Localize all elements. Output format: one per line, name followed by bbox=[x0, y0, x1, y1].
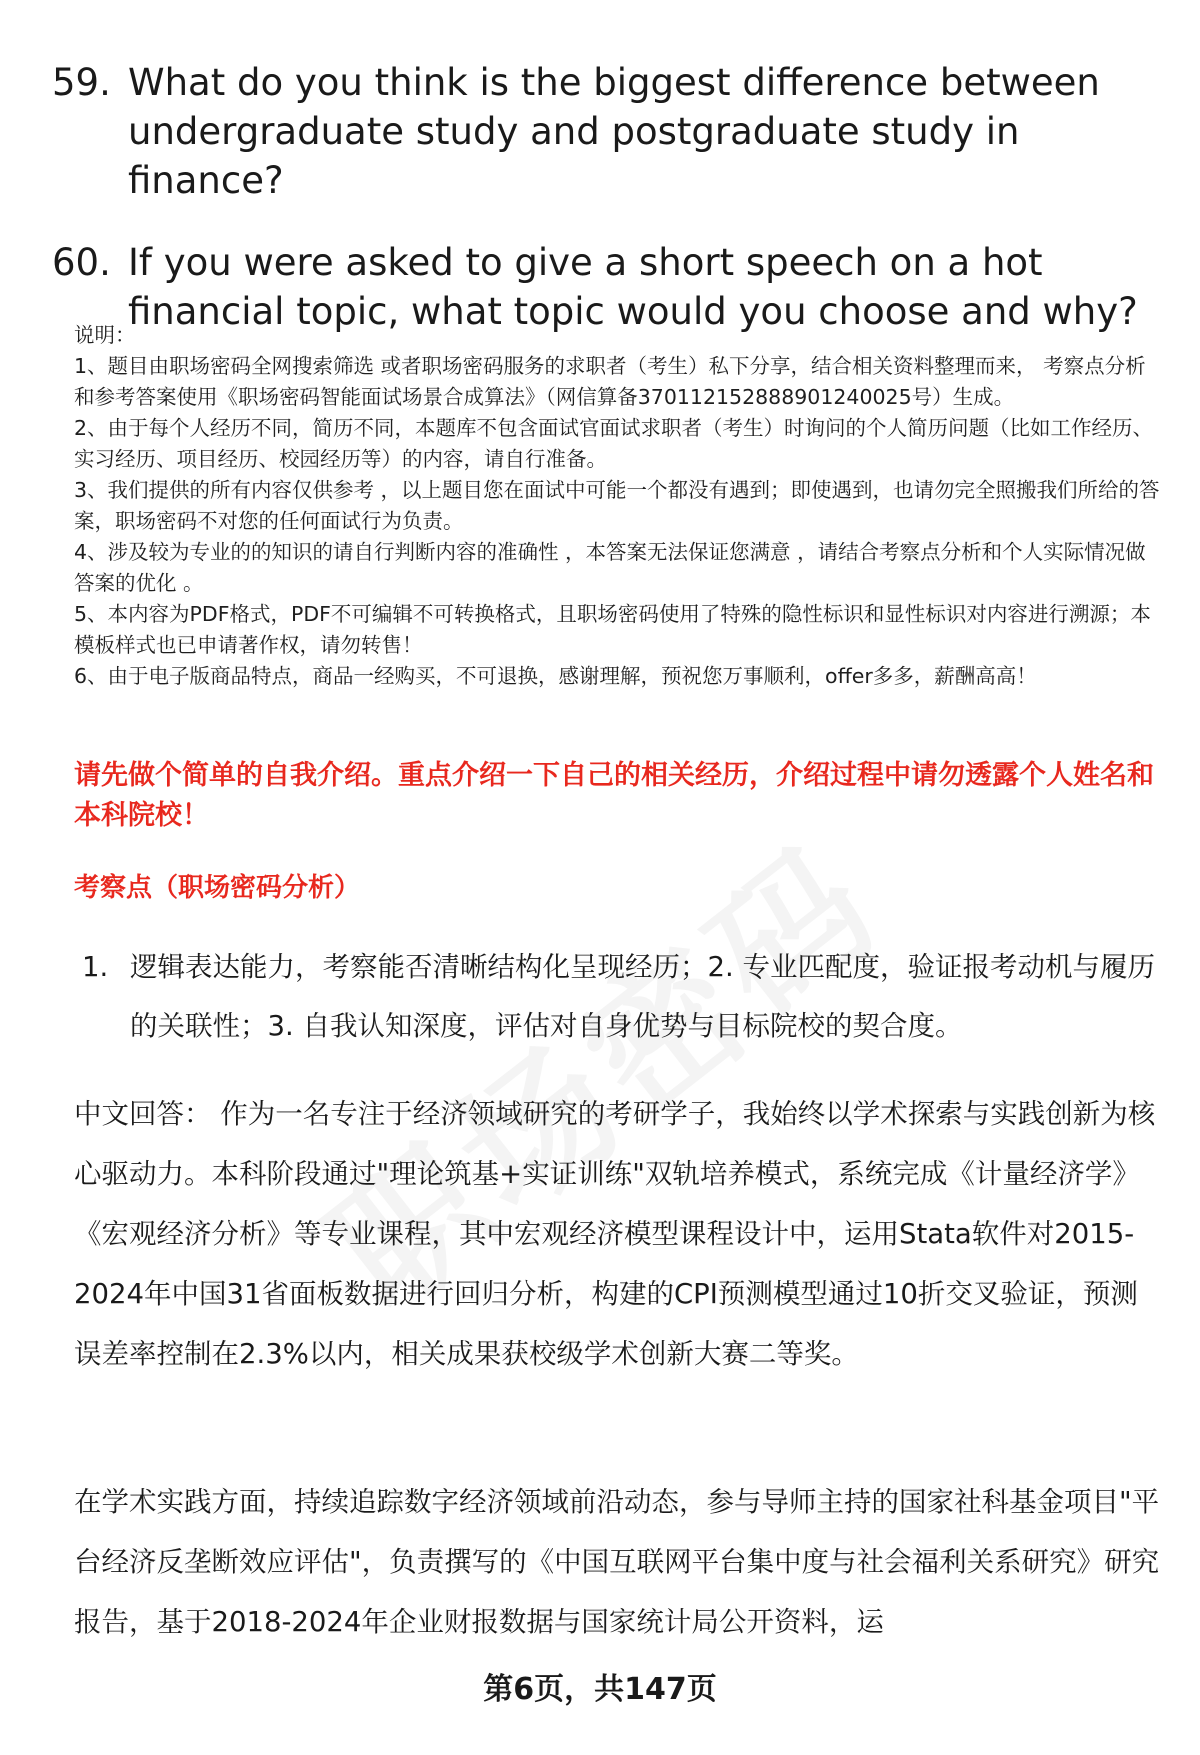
note-item: 5、本内容为PDF格式，PDF不可编辑不可转换格式，且职场密码使用了特殊的隐性标识和显性标识对内容进行溯源；本模板样式也已申请著作权，请勿转售！ bbox=[74, 602, 1151, 657]
question-text: If you were asked to give a short speech on a hot financial topic, what topic would you choose and why? bbox=[128, 241, 1138, 333]
note-item: 3、我们提供的所有内容仅供参考 ，以上题目您在面试中可能一个都没有遇到；即使遇到，也请勿完全照搬我们所给的答案，职场密码不对您的任何面试行为负责。 bbox=[74, 478, 1160, 533]
question-item bbox=[52, 58, 1162, 205]
page-footer: 第6页，共147页 bbox=[483, 1672, 717, 1707]
question-text: What do you think is the biggest difference between undergraduate study and postgraduate study in finance? bbox=[128, 61, 1100, 202]
analysis-heading: 考察点（职场密码分析） bbox=[74, 873, 361, 903]
answer-paragraph-2: 在学术实践方面，持续追踪数字经济领域前沿动态，参与导师主持的国家社科基金项目"平台经济反垄断效应评估"，负责撰写的《中国互联网平台集中度与社会福利关系研究》研究报告，基于2018-2024年企业财报数据与国家统计局公开资料，运 bbox=[74, 1486, 1160, 1638]
note-item: 1、题目由职场密码全网搜索筛选 或者职场密码服务的求职者（考生）私下分享，结合相关资料整理而来， 考察点分析和参考答案使用《职场密码智能面试场景合成算法》（网信算备370112152888901240025号）生成。 bbox=[74, 354, 1146, 409]
analysis-text: 逻辑表达能力，考察能否清晰结构化呈现经历；2. 专业匹配度，验证报考动机与履历的关联性；3. 自我认知深度，评估对自身优势与目标院校的契合度。 bbox=[130, 951, 1155, 1042]
note-item: 6、由于电子版商品特点，商品一经购买，不可退换，感谢理解，预祝您万事顺利，offer多多，薪酬高高！ bbox=[74, 664, 1037, 688]
analysis-number: 1. bbox=[82, 951, 109, 983]
notes-section bbox=[74, 320, 1164, 692]
notes-title: 说明： bbox=[74, 323, 136, 347]
interview-question: 请先做个简单的自我介绍。重点介绍一下自己的相关经历，介绍过程中请勿透露个人姓名和本科院校！ bbox=[74, 760, 1154, 831]
analysis-points bbox=[82, 938, 1162, 1056]
question-number: 59. bbox=[52, 61, 111, 104]
question-number: 60. bbox=[52, 241, 111, 284]
note-item: 4、涉及较为专业的的知识的请自行判断内容的准确性 ，本答案无法保证您满意 ，请结合考察点分析和个人实际情况做答案的优化 。 bbox=[74, 540, 1146, 595]
answer-paragraph-1: 中文回答： 作为一名专注于经济领域研究的考研学子，我始终以学术探索与实践创新为核心驱动力。本科阶段通过"理论筑基+实证训练"双轨培养模式，系统完成《计量经济学》《宏观经济分析》等专业课程，其中宏观经济模型课程设计中，运用Stata软件对2015-2024年中国31省面板数据进行回归分析，构建的CPI预测模型通过10折交叉验证，预测误差率控制在2.3%以内，相关成果获校级学术创新大赛二等奖。 bbox=[74, 1098, 1156, 1370]
note-item: 2、由于每个人经历不同，简历不同，本题库不包含面试官面试求职者（考生）时询问的个人简历问题（比如工作经历、实习经历、项目经历、校园经历等）的内容，请自行准备。 bbox=[74, 416, 1154, 471]
